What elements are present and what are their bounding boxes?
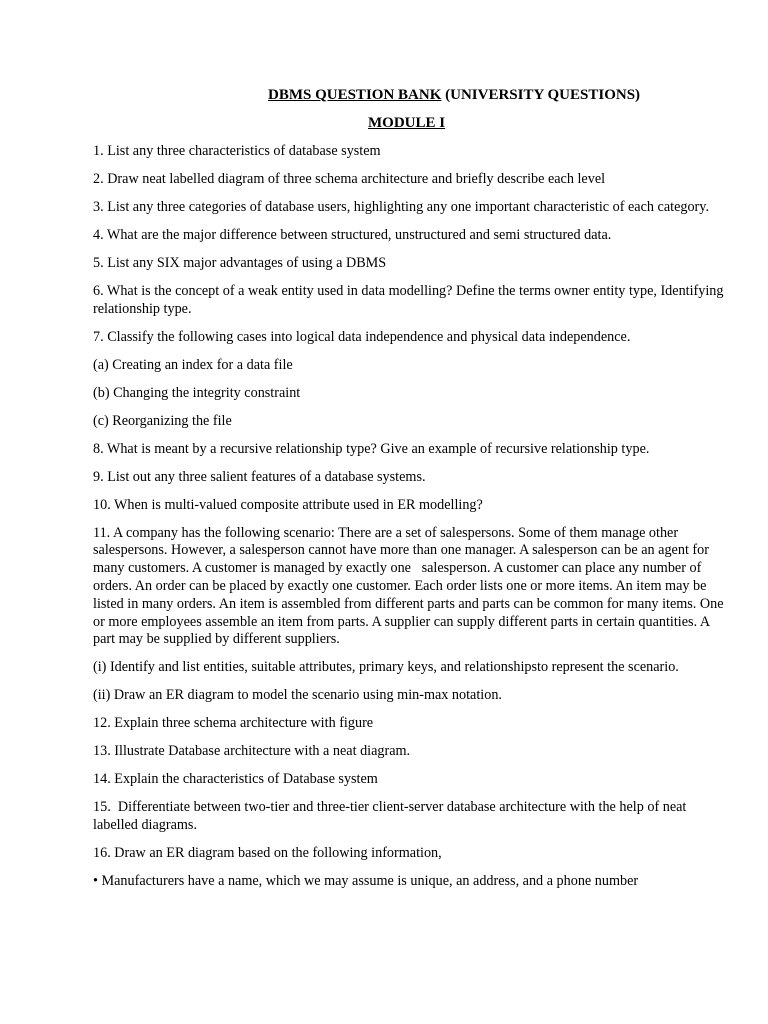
question-item: (b) Changing the integrity constraint xyxy=(93,384,301,401)
question-item: 6. What is the concept of a weak entity used in data modelling? Define the terms owner entity type, Identifying relationship type. xyxy=(93,282,728,317)
question-item: (c) Reorganizing the file xyxy=(93,412,232,429)
question-item: 7. Classify the following cases into logical data independence and physical data independence. xyxy=(93,328,631,345)
question-item: • Manufacturers have a name, which we may assume is unique, an address, and a phone number xyxy=(93,873,639,890)
question-item: 16. Draw an ER diagram based on the following information, xyxy=(93,845,442,862)
question-item: 13. Illustrate Database architecture with a neat diagram. xyxy=(93,743,411,760)
question-item: (ii) Draw an ER diagram to model the scenario using min-max notation. xyxy=(93,687,502,704)
document-title xyxy=(268,87,640,104)
question-item: 5. List any SIX major advantages of using a DBMS xyxy=(93,254,387,271)
question-item: 10. When is multi-valued composite attribute used in ER modelling? xyxy=(93,496,483,513)
title-underlined: DBMS QUESTION BANK xyxy=(268,87,442,103)
question-item: 12. Explain three schema architecture with figure xyxy=(93,715,374,732)
question-item: 11. A company has the following scenario: There are a set of salespersons. Some of them manage other salespersons. However, a salesperson cannot have more than one manager. A salesperson can be an agent for many customers. A customer is managed by exactly one salesperson. A customer can place any number of orders. An order can be placed by exactly one customer. Each order lists one or more items. An item may be listed in many orders. An item is assembled from different parts and parts can be common for many items. One or more employees assemble an item from parts. A supplier can supply different parts in certain quantities. A part may be supplied by different suppliers. xyxy=(93,524,728,648)
title-rest: (UNIVERSITY QUESTIONS) xyxy=(441,87,641,103)
question-item: 3. List any three categories of database users, highlighting any one important characteristic of each category. xyxy=(93,198,709,215)
question-item: (i) Identify and list entities, suitable attributes, primary keys, and relationshipsto represent the scenario. xyxy=(93,659,679,676)
question-item: 14. Explain the characteristics of Database system xyxy=(93,771,378,788)
question-item: 9. List out any three salient features of a database systems. xyxy=(93,468,426,485)
question-list xyxy=(93,143,728,901)
question-item: 4. What are the major difference between structured, unstructured and semi structured data. xyxy=(93,226,612,243)
question-item: 15. Differentiate between two-tier and three-tier client-server database architecture with the help of neat labelled diagrams. xyxy=(93,799,690,834)
question-item: 1. List any three characteristics of database system xyxy=(93,143,381,159)
question-item: 8. What is meant by a recursive relationship type? Give an example of recursive relationship type. xyxy=(93,440,650,457)
question-item: (a) Creating an index for a data file xyxy=(93,356,293,373)
question-item: 2. Draw neat labelled diagram of three schema architecture and briefly describe each level xyxy=(93,170,606,187)
module-heading: MODULE I xyxy=(368,115,446,131)
